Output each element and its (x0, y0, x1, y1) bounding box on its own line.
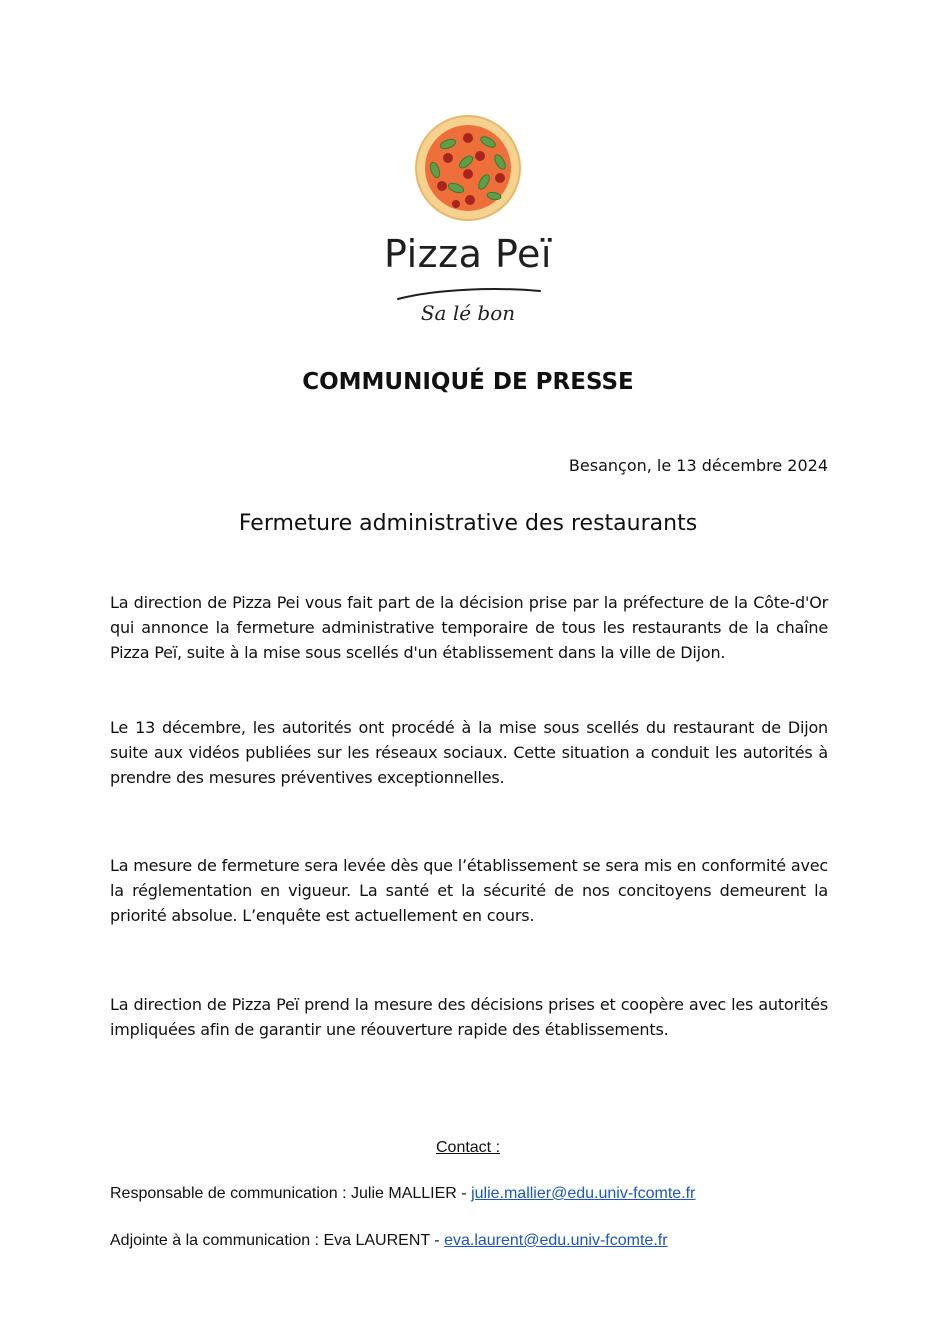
subject-heading: Fermeture administrative des restaurants (238, 511, 698, 536)
contact-heading: Contact : (435, 1139, 501, 1156)
contact-label-2: Adjointe à la communication : Eva LAURENT - (110, 1232, 445, 1249)
paragraph-3: La mesure de fermeture sera levée dès que l’établissement se sera mis en conformité avec la réglementation en vigueur. La santé et la sécurité de nos concitoyens demeurent la priorité absolue. L’enquête est actuellement en cours. (110, 856, 828, 925)
contact-line-2 (110, 1232, 668, 1250)
paragraph-1: La direction de Pizza Pei vous fait part de la décision prise par la préfecture de la Côte-d'Or qui annonce la fermeture administrative temporaire de tous les restaurants de la chaîne Pizza Peï, suite à la mise sous scellés d'un établissement dans la ville de Dijon. (110, 593, 828, 662)
contact-label-1: Responsable de communication : Julie MALLIER - (110, 1185, 472, 1202)
contact-email-link-1[interactable]: julie.mallier@edu.univ-fcomte.fr (471, 1185, 696, 1202)
slogan-swoosh (396, 285, 542, 301)
paragraph-2: Le 13 décembre, les autorités ont procédé à la mise sous scellés du restaurant de Dijon suite aux vidéos publiées sur les réseaux sociaux. Cette situation a conduit les autorités à prendre des mesures préventives exceptionnelles. (110, 718, 828, 787)
pizza-icon (360, 112, 576, 222)
brand-slogan: Sa lé bon (420, 301, 516, 325)
contact-email-link-2[interactable]: eva.laurent@edu.univ-fcomte.fr (444, 1232, 668, 1249)
brand-name: Pizza Peï (384, 232, 552, 276)
page-title: COMMUNIQUÉ DE PRESSE (302, 369, 634, 395)
paragraph-4: La direction de Pizza Peï prend la mesure des décisions prises et coopère avec les autorités impliquées afin de garantir une réouverture rapide des établissements. (110, 995, 828, 1039)
contact-line-1 (110, 1185, 695, 1203)
date-line: Besançon, le 13 décembre 2024 (568, 456, 828, 475)
